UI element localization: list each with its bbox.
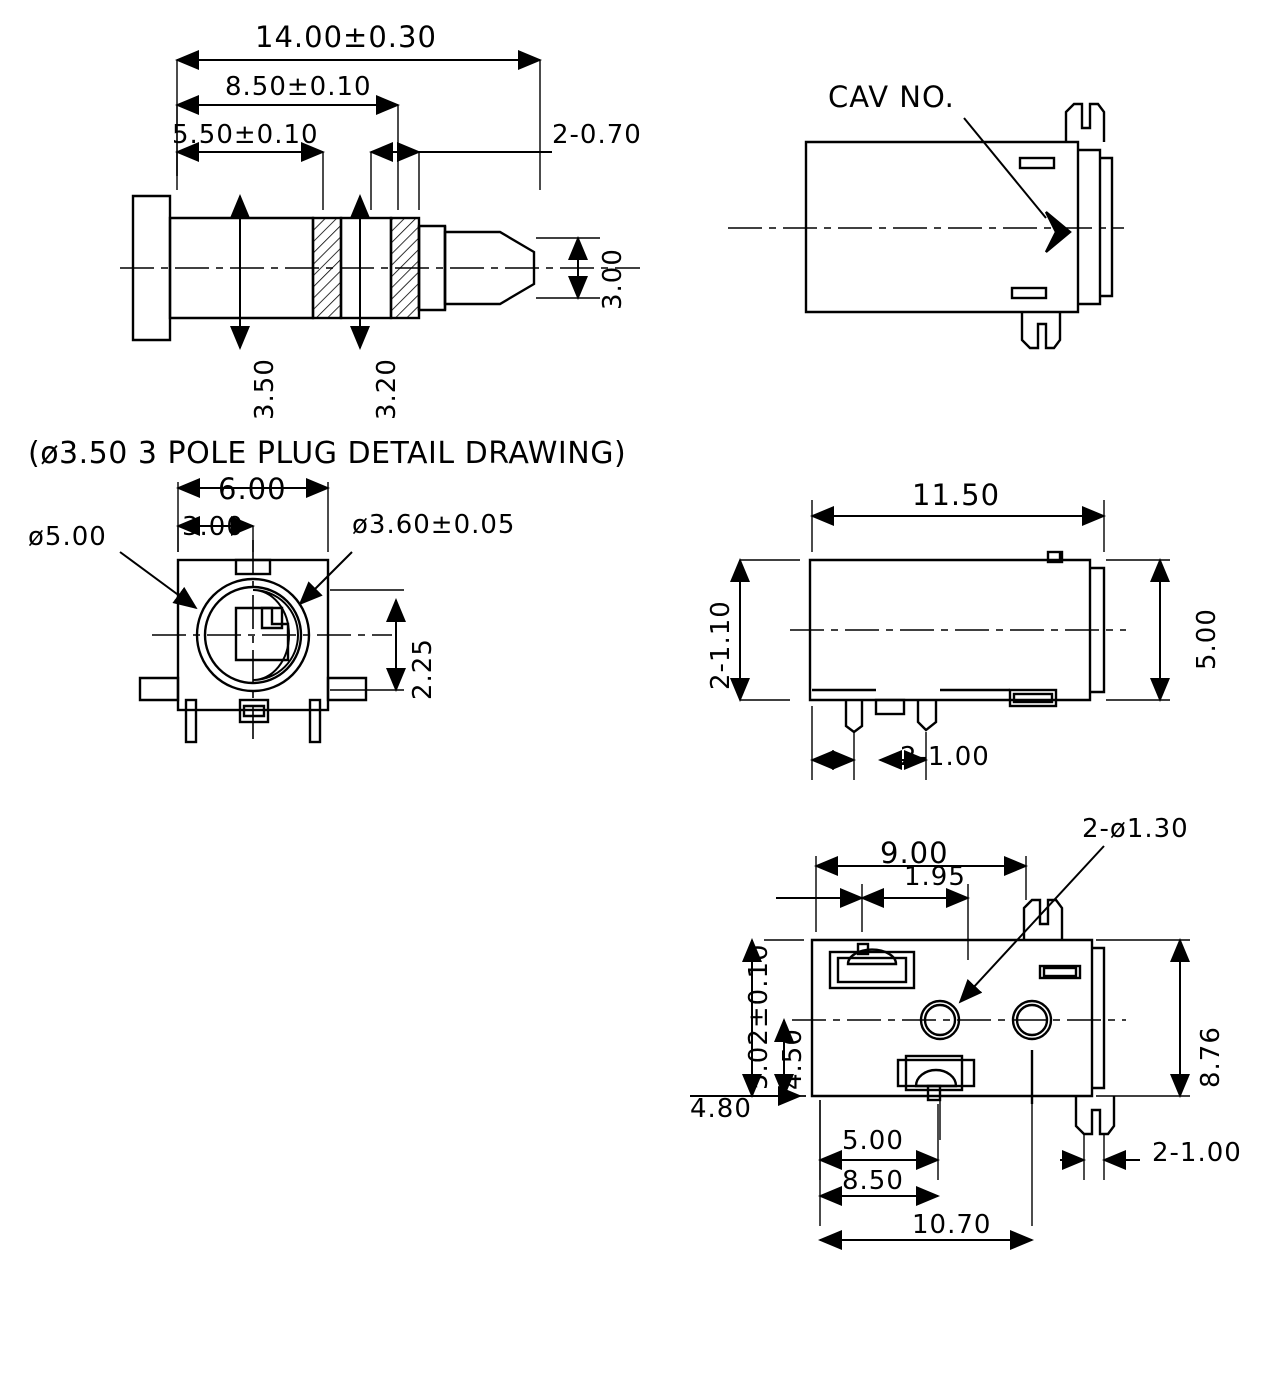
- dim-label-1.95: 1.95: [904, 862, 966, 892]
- dim-label-2-1.10: 2-1.10: [706, 600, 736, 690]
- dim-label-2-1.00-side: 2-1.00: [900, 742, 990, 772]
- dim-label-3.60: ø3.60±0.05: [352, 510, 516, 540]
- dim-label-3.20: 3.20: [372, 358, 402, 420]
- leader-2-d1.30: [960, 846, 1104, 1002]
- drawing-title-note: (ø3.50 3 POLE PLUG DETAIL DRAWING): [28, 436, 627, 471]
- dim-label-5.50: 5.50±0.10: [172, 120, 319, 150]
- dim-label-2-0.70: 2-0.70: [552, 120, 642, 150]
- dim-label-11.50: 11.50: [912, 478, 1001, 512]
- dim-label-5.00-bottom: 5.00: [842, 1126, 904, 1156]
- label-cav-no: CAV NO.: [828, 80, 955, 114]
- dim-label-9.00: 9.00: [880, 836, 949, 870]
- dim-label-6.00: 6.00: [218, 472, 287, 506]
- dim-label-3.00: 3.00: [598, 248, 628, 310]
- dim-label-5.02: 5.02±0.10: [744, 943, 774, 1090]
- dim-label-3.00-front: 3.00: [182, 512, 244, 542]
- jack-bottom-outline: [812, 900, 1114, 1134]
- dim-label-2-1.00-bottom: 2-1.00: [1152, 1138, 1242, 1168]
- dim-label-4.80: 4.80: [690, 1094, 752, 1124]
- jack-top-outline: [806, 104, 1112, 348]
- dim-label-2-d1.30: 2-ø1.30: [1082, 814, 1189, 844]
- dim-label-8.50: 8.50±0.10: [225, 72, 372, 102]
- dim-label-3.50: 3.50: [250, 358, 280, 420]
- dim-label-5.00-side: 5.00: [1192, 608, 1222, 670]
- dim-label-14.00: 14.00±0.30: [255, 20, 437, 54]
- dim-label-5.00-dia: ø5.00: [28, 522, 107, 552]
- dim-label-8.76: 8.76: [1196, 1026, 1226, 1088]
- dim-label-10.70: 10.70: [912, 1210, 992, 1240]
- dim-label-8.50-bottom: 8.50: [842, 1166, 904, 1196]
- jack-side-outline: [810, 552, 1104, 732]
- dim-label-4.50: 4.50: [778, 1028, 808, 1090]
- dim-label-2.25: 2.25: [408, 638, 438, 700]
